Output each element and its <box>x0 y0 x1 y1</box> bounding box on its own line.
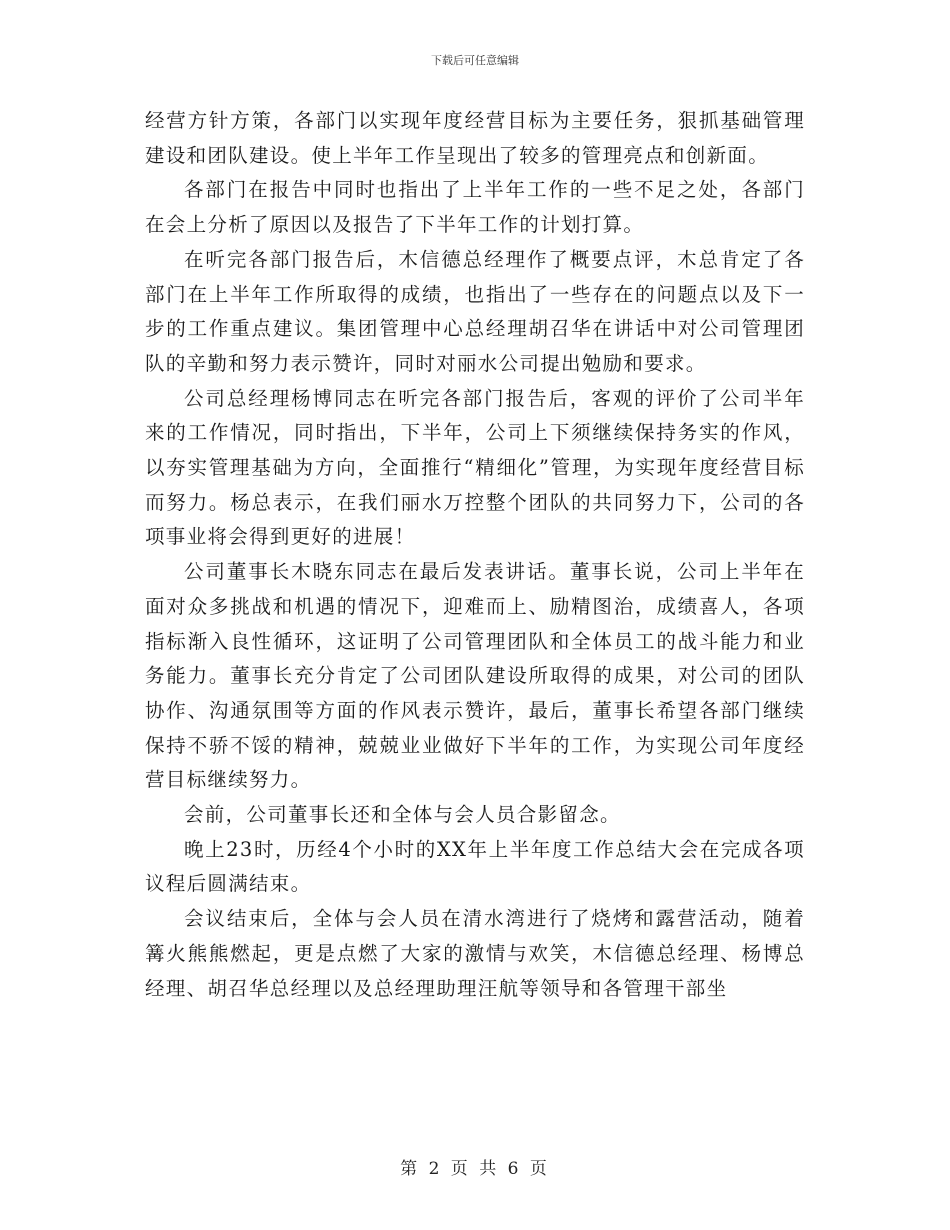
paragraph-5: 公司董事长木晓东同志在最后发表讲话。董事长说，公司上半年在面对众多挑战和机遇的情况下，迎难而上、励精图治，成绩喜人，各项指标渐入良性循环，这证明了公司管理团队和全体员工的战斗能力和业务能力。董事长充分肯定了公司团队建设所取得的成果，对公司的团队协作、沟通氛围等方面的作风表示赞许，最后，董事长希望各部门继续保持不骄不馁的精神，兢兢业业做好下半年的工作，为实现公司年度经营目标继续努力。 <box>145 560 805 792</box>
paragraph-1: 经营方针方策，各部门以实现年度经营目标为主要任务，狠抓基础管理建设和团队建设。使上半年工作呈现出了较多的管理亮点和创新面。 <box>145 109 805 167</box>
document-body <box>145 104 805 1006</box>
paragraph-2: 各部门在报告中同时也指出了上半年工作的一些不足之处，各部门在会上分析了原因以及报告了下半年工作的计划打算。 <box>145 178 805 237</box>
paragraph-7: 晚上23时，历经4个小时的XX年上半年度工作总结大会在完成各项议程后圆满结束。 <box>145 837 805 896</box>
page-header-note: 下载后可任意编辑 <box>431 54 519 67</box>
paragraph-4: 公司总经理杨博同志在听完各部门报告后，客观的评价了公司半年来的工作情况，同时指出，下半年，公司上下须继续保持务实的作风，以夯实管理基础为方向，全面推行“精细化”管理，为实现年度经营目标而努力。杨总表示，在我们丽水万控整个团队的共同努力下，公司的各项事业将会得到更好的进展！ <box>145 386 805 549</box>
paragraph-3: 在听完各部门报告后，木信德总经理作了概要点评，木总肯定了各部门在上半年工作所取得的成绩，也指出了一些存在的问题点以及下一步的工作重点建议。集团管理中心总经理胡召华在讲话中对公司管理团队的辛勤和努力表示赞许，同时对丽水公司提出勉励和要求。 <box>145 247 805 375</box>
paragraph-8: 会议结束后，全体与会人员在清水湾进行了烧烤和露营活动，随着篝火熊熊燃起，更是点燃了大家的激情与欢笑，木信德总经理、杨博总经理、胡召华总经理以及总经理助理汪航等领导和各管理干部坐 <box>145 907 805 1000</box>
paragraph-6: 会前，公司董事长还和全体与会人员合影留念。 <box>184 803 621 827</box>
page-number-footer: 第 2 页 共 6 页 <box>400 1159 550 1179</box>
